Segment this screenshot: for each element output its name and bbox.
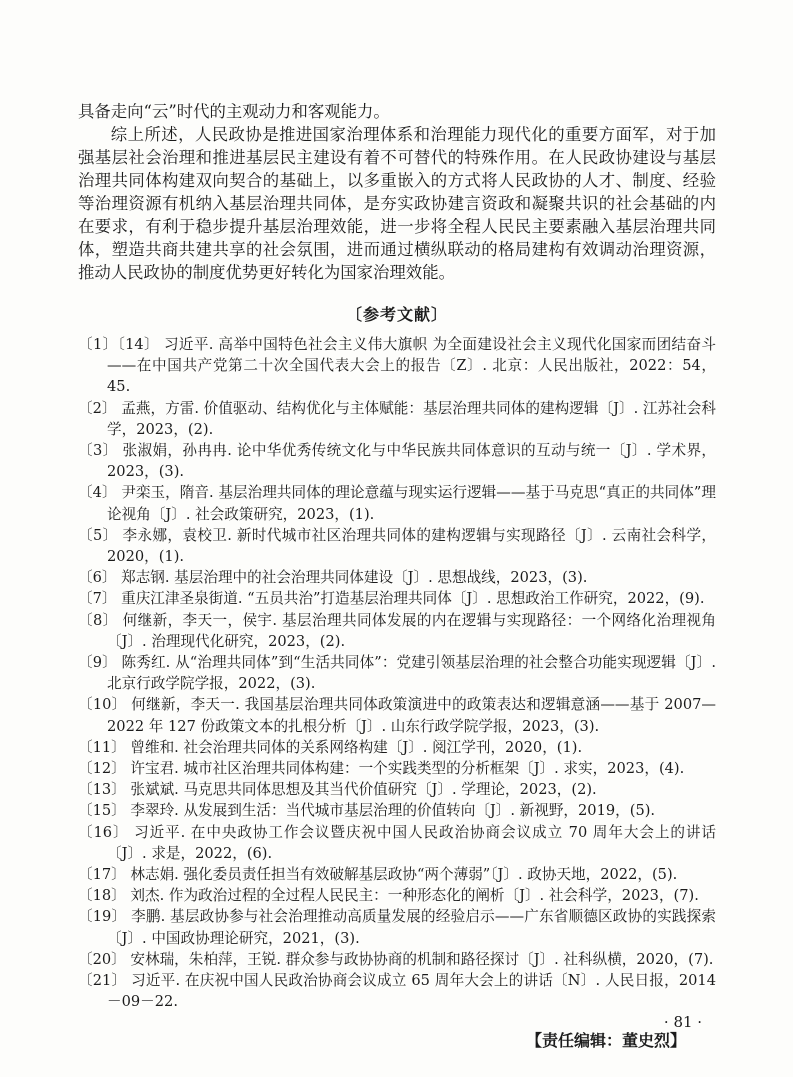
references-list <box>78 334 716 1013</box>
reference-item: 〔15〕 李翠玲. 从发展到生活：当代城市基层治理的价值转向〔J〕. 新视野，2019，(5). <box>78 802 656 820</box>
page-number: · 81 · <box>663 1013 703 1031</box>
reference-item: 〔20〕 安林瑞，朱柏萍，王锐. 群众参与政协协商的机制和路径探讨〔J〕. 社科纵横，2020，(7). <box>78 950 714 968</box>
body-paragraph-summary: 综上所述，人民政协是推进国家治理体系和治理能力现代化的重要方面军，对于加强基层社会治理和推进基层民主建设有着不可替代的特殊作用。在人民政协建设与基层治理共同体构建双向契合的基础上，以多重嵌入的方式将人民政协的人才、制度、经验等治理资源有机纳入基层治理共同体，是夯实政协建言资政和凝聚共识的社会基础的内在要求，有利于稳步提升基层治理效能，进一步将全程人民民主要素融入基层治理共同体，塑造共商共建共享的社会氛围，进而通过横纵联动的格局建构有效调动治理资源，推动人民政协的制度优势更好转化为国家治理效能。 <box>78 125 716 282</box>
reference-item: 〔10〕 何继新，李天一. 我国基层治理共同体政策演进中的政策表达和逻辑意涵——基于 2007—2022 年 127 份政策文本的扎根分析〔J〕. 山东行政学院学报，2023，(3). <box>78 696 716 735</box>
reference-item: 〔19〕 李鹏. 基层政协参与社会治理推动高质量发展的经验启示——广东省顺德区政协的实践探索〔J〕. 中国政协理论研究，2021，(3). <box>78 908 716 947</box>
reference-item: 〔4〕 尹栾玉，隋音. 基层治理共同体的理论意蕴与现实运行逻辑——基于马克思“真正的共同体”理论视角〔J〕. 社会政策研究，2023，(1). <box>78 484 716 523</box>
reference-item: 〔3〕 张淑娟，孙冉冉. 论中华优秀传统文化与中华民族共同体意识的互动与统一〔J〕. 学术界，2023，(3). <box>78 442 716 481</box>
reference-item: 〔8〕 何继新，李天一，侯宇. 基层治理共同体发展的内在逻辑与实现路径：一个网络化治理视角〔J〕. 治理现代化研究，2023，(2). <box>78 611 716 650</box>
reference-item: 〔11〕 曾维和. 社会治理共同体的关系网络构建〔J〕. 阅江学刊，2020，(1). <box>78 738 583 756</box>
reference-item: 〔12〕 许宝君. 城市社区治理共同体构建：一个实践类型的分析框架〔J〕. 求实，2023，(4). <box>78 760 685 778</box>
reference-item: 〔9〕 陈秀红. 从“治理共同体”到“生活共同体”：党建引领基层治理的社会整合功能实现逻辑〔J〕. 北京行政学院学报，2022，(3). <box>78 654 716 693</box>
reference-item: 〔16〕 习近平. 在中央政协工作会议暨庆祝中国人民政治协商会议成立 70 周年大会上的讲话〔J〕. 求是，2022，(6). <box>78 823 716 862</box>
reference-item: 〔18〕 刘杰. 作为政治过程的全过程人民民主：一种形态化的阐析〔J〕. 社会科学，2023，(7). <box>78 887 699 905</box>
reference-item: 〔1〕〔14〕 习近平. 高举中国特色社会主义伟大旗帜 为全面建设社会主义现代化国家而团结奋斗——在中国共产党第二十次全国代表大会上的报告〔Z〕. 北京：人民出版社，2022：54，45. <box>78 336 716 396</box>
references-section-title: 〔参考文献〕 <box>345 305 448 324</box>
reference-item: 〔7〕 重庆江津圣泉街道. “五员共治”打造基层治理共同体〔J〕. 思想政治工作研究，2022，(9). <box>78 590 705 608</box>
reference-item: 〔21〕 习近平. 在庆祝中国人民政治协商会议成立 65 周年大会上的讲话〔N〕. 人民日报，2014－09－22. <box>78 972 716 1011</box>
reference-item: 〔5〕 李永娜，袁校卫. 新时代城市社区治理共同体的建构逻辑与实现路径〔J〕. 云南社会科学，2020，(1). <box>78 526 716 566</box>
reference-item: 〔6〕 郑志钢. 基层治理中的社会治理共同体建设〔J〕. 思想战线，2023，(3). <box>78 569 588 587</box>
body-paragraph-continuation: 具备走向“云”时代的主观动力和客观能力。 <box>78 102 390 121</box>
reference-item: 〔17〕 林志娟. 强化委员责任担当有效破解基层政协“两个薄弱”〔J〕. 政协天地，2022，(5). <box>78 866 678 884</box>
responsible-editor-line: 【责任编辑：董史烈】 <box>525 1030 686 1050</box>
reference-item: 〔13〕 张斌斌. 马克思共同体思想及其当代价值研究〔J〕. 学理论，2023，(2). <box>78 781 597 799</box>
reference-item: 〔2〕 孟燕，方雷. 价值驱动、结构优化与主体赋能：基层治理共同体的建构逻辑〔J〕. 江苏社会科学，2023，(2). <box>78 399 716 438</box>
page-content <box>78 100 716 1051</box>
